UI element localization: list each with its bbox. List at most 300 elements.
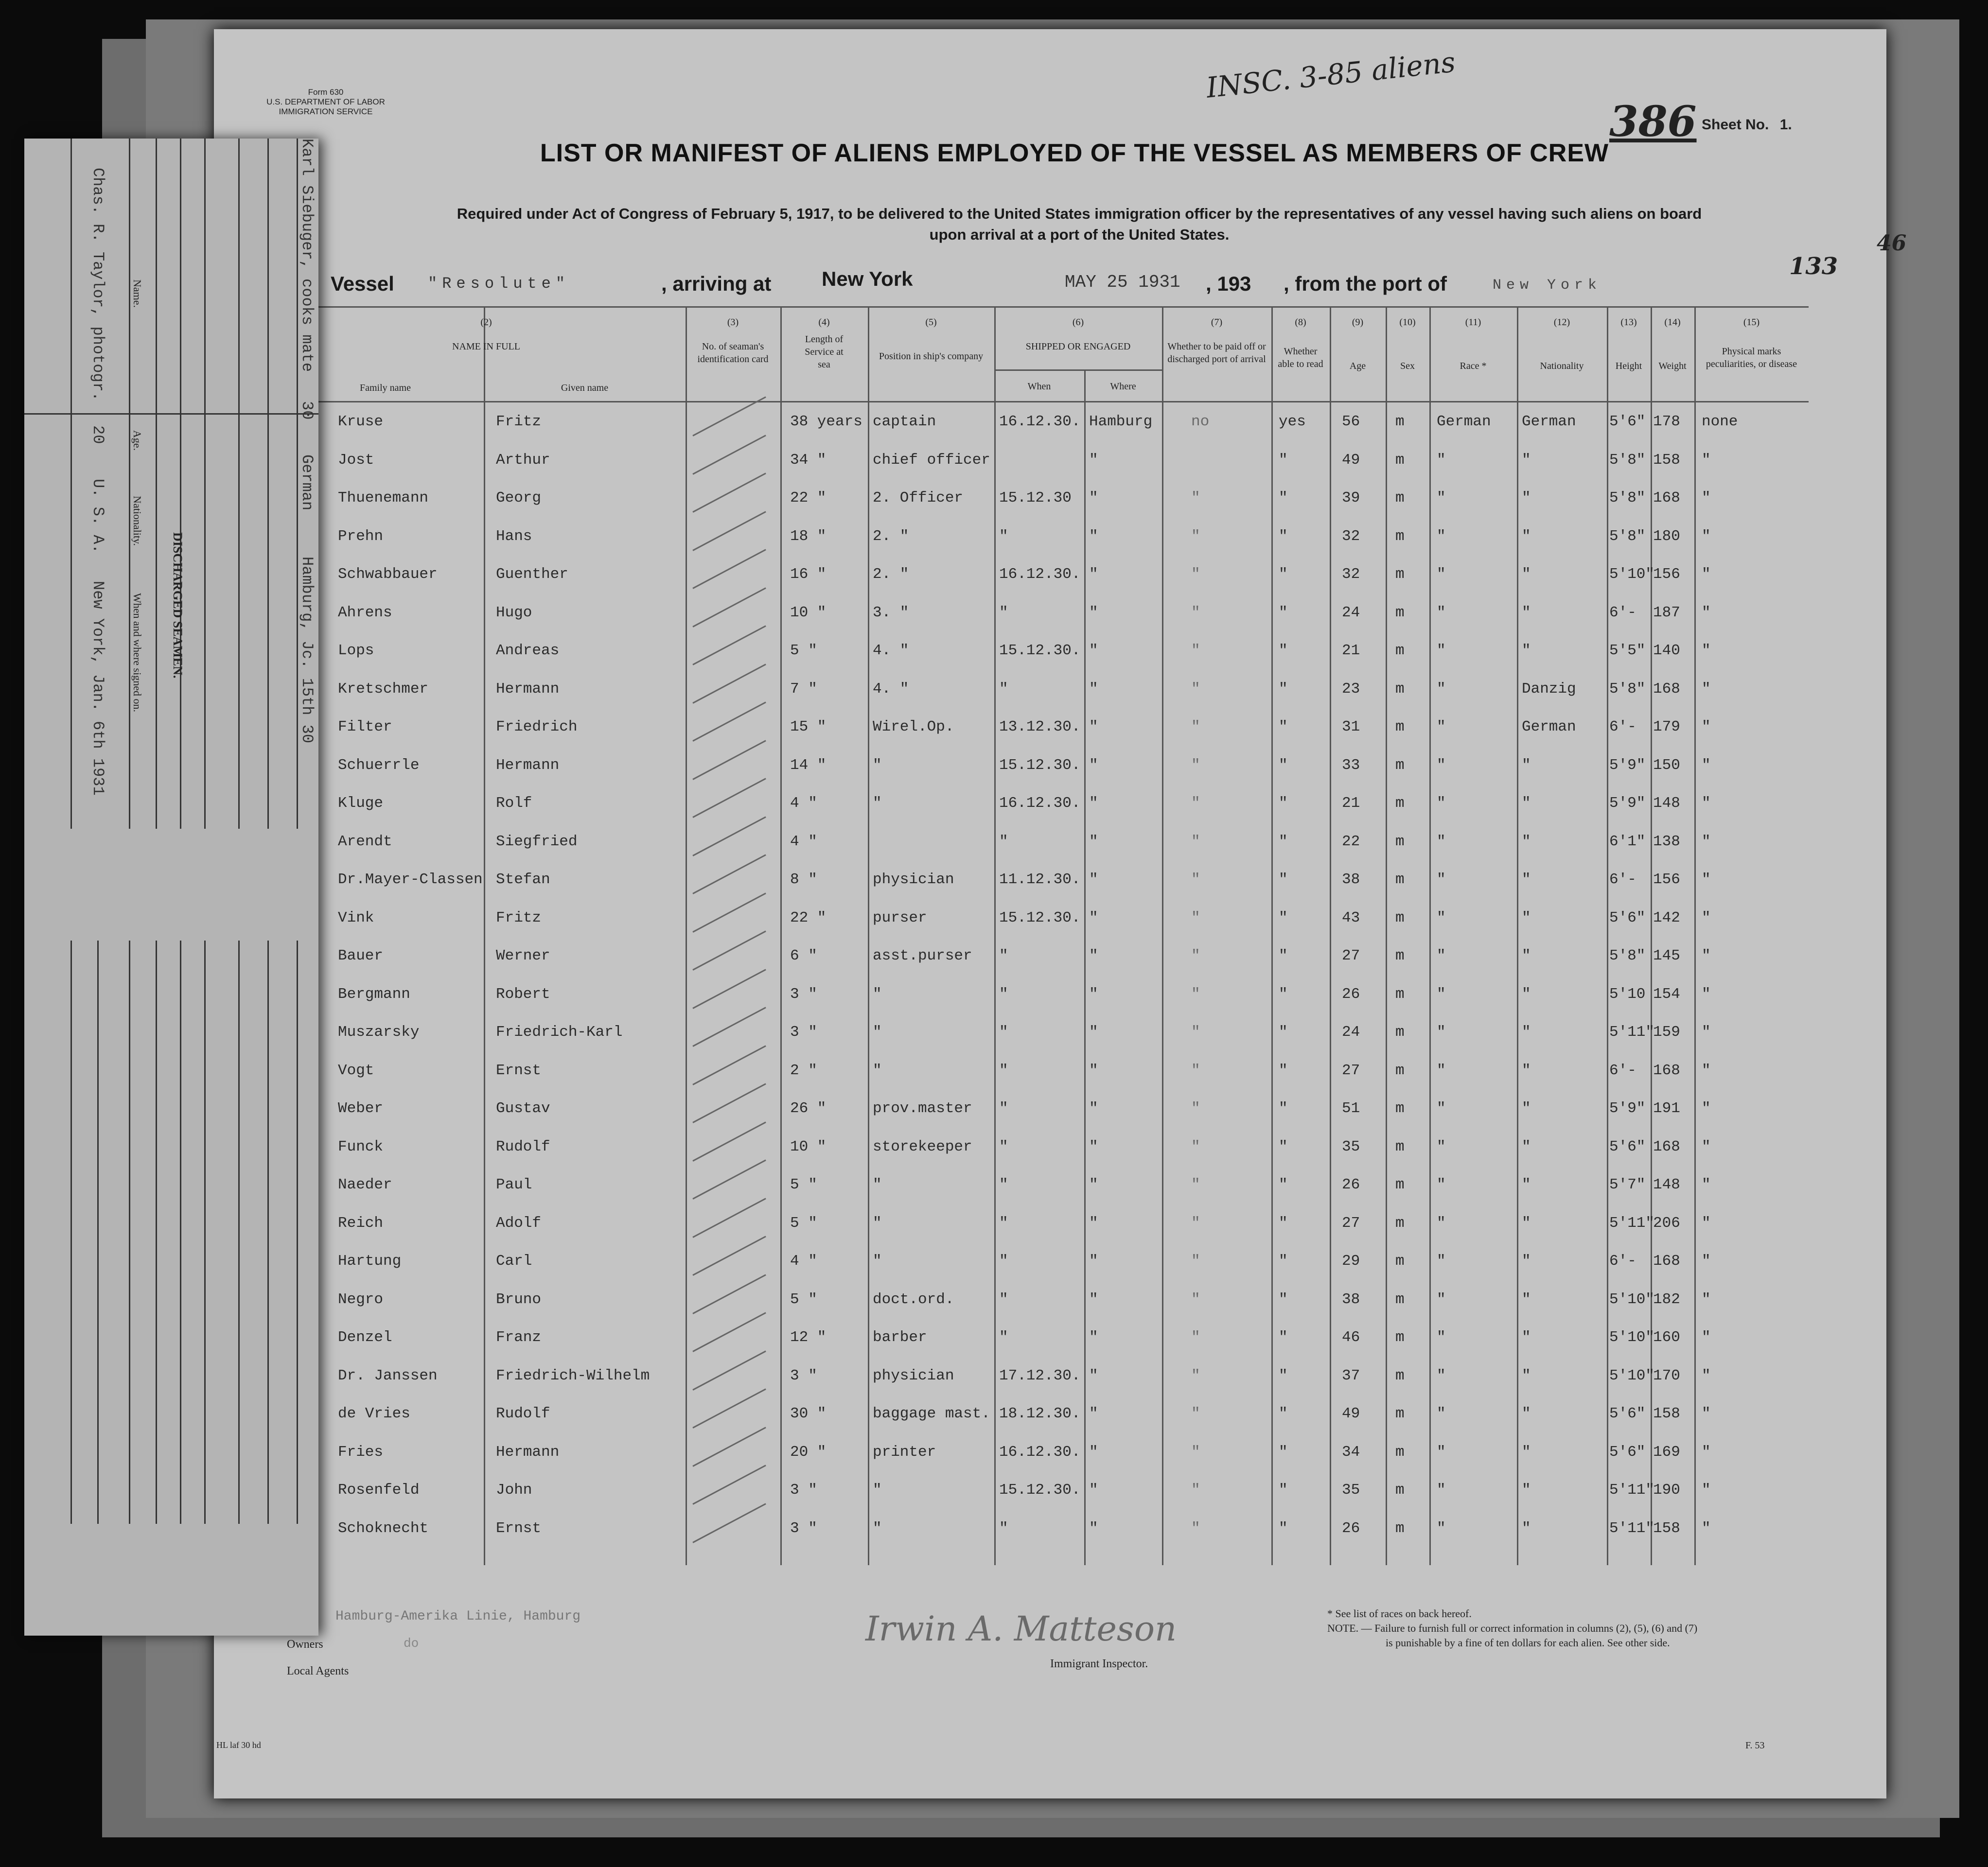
cell-paid: " bbox=[1191, 566, 1200, 583]
cell-where: " bbox=[1089, 795, 1098, 812]
stub-rule bbox=[156, 941, 157, 1524]
cell-race: " bbox=[1437, 1482, 1446, 1499]
cell-given: Arthur bbox=[496, 451, 550, 469]
cell-sex: m bbox=[1395, 604, 1405, 621]
cell-race: " bbox=[1437, 1100, 1446, 1117]
cell-read: " bbox=[1279, 642, 1288, 659]
cell-weight: 140 bbox=[1653, 642, 1680, 659]
stub-rule bbox=[267, 139, 269, 829]
arriving-port: New York bbox=[822, 267, 913, 290]
cell-marks: " bbox=[1702, 566, 1711, 583]
cell-family: Arendt bbox=[338, 833, 392, 850]
card-check-mark bbox=[692, 1198, 766, 1238]
cell-given: Hugo bbox=[496, 604, 532, 621]
cell-weight: 156 bbox=[1653, 566, 1680, 583]
stub-nationality-label: Nationality. bbox=[131, 496, 143, 546]
cell-height: 5'8" bbox=[1609, 947, 1646, 964]
cell-family: Jost bbox=[338, 451, 374, 469]
col-header-read: Whether able to read bbox=[1278, 346, 1323, 369]
cell-race: German bbox=[1437, 413, 1491, 430]
cell-read: " bbox=[1279, 871, 1288, 888]
cell-marks: " bbox=[1702, 1024, 1711, 1041]
cell-marks: " bbox=[1702, 527, 1711, 545]
cell-service: 5 " bbox=[790, 1176, 817, 1193]
col-header-no: (14) bbox=[1664, 317, 1681, 328]
cell-sex: m bbox=[1395, 1214, 1405, 1232]
cell-marks: " bbox=[1702, 1138, 1711, 1155]
cell-where: " bbox=[1089, 718, 1098, 735]
cell-position: " bbox=[873, 1062, 882, 1079]
cell-when: 13.12.30. bbox=[999, 718, 1081, 735]
cell-nationality: " bbox=[1522, 1214, 1531, 1232]
cell-paid: " bbox=[1191, 1482, 1200, 1499]
cell-marks: " bbox=[1702, 1405, 1711, 1422]
cell-family: Dr. Janssen bbox=[338, 1367, 438, 1384]
cell-height: 5'10" bbox=[1609, 566, 1655, 583]
stub-where-label: When and where signed on. bbox=[131, 593, 143, 712]
cell-nationality: " bbox=[1522, 795, 1531, 812]
cell-weight: 168 bbox=[1653, 1138, 1680, 1155]
cell-weight: 169 bbox=[1653, 1443, 1680, 1461]
cell-given: Ernst bbox=[496, 1062, 542, 1079]
cell-marks: " bbox=[1702, 1329, 1711, 1346]
cell-service: 5 " bbox=[790, 1214, 817, 1232]
cell-read: " bbox=[1279, 947, 1288, 964]
cell-given: Werner bbox=[496, 947, 550, 964]
cell-when: " bbox=[999, 1062, 1008, 1079]
cell-nationality: " bbox=[1522, 1405, 1531, 1422]
stub-rule bbox=[297, 941, 298, 1524]
cell-marks: " bbox=[1702, 795, 1711, 812]
cell-sex: m bbox=[1395, 833, 1405, 850]
cell-marks: " bbox=[1702, 909, 1711, 926]
cell-given: Andreas bbox=[496, 642, 560, 659]
cell-paid: no bbox=[1191, 413, 1210, 430]
cell-age: 38 bbox=[1342, 1291, 1360, 1308]
cell-marks: " bbox=[1702, 489, 1711, 506]
col-rule bbox=[686, 306, 687, 1565]
cell-where: " bbox=[1089, 985, 1098, 1003]
cell-sex: m bbox=[1395, 1405, 1405, 1422]
cell-age: 23 bbox=[1342, 680, 1360, 698]
cell-race: " bbox=[1437, 1138, 1446, 1155]
fine-note: NOTE. — Failure to furnish full or correct information in columns (2), (5), (6) and (7) bbox=[1327, 1622, 1698, 1634]
cell-where: " bbox=[1089, 1519, 1098, 1537]
cell-paid: " bbox=[1191, 756, 1200, 774]
cell-height: 5'8" bbox=[1609, 527, 1646, 545]
cell-where: " bbox=[1089, 642, 1098, 659]
cell-height: 6'- bbox=[1609, 1062, 1636, 1079]
cell-marks: " bbox=[1702, 680, 1711, 698]
cell-service: 2 " bbox=[790, 1062, 817, 1079]
cell-sex: m bbox=[1395, 1443, 1405, 1461]
cell-height: 6'- bbox=[1609, 871, 1636, 888]
cell-read: " bbox=[1279, 1443, 1288, 1461]
cell-when: 16.12.30. bbox=[999, 566, 1081, 583]
cell-sex: m bbox=[1395, 413, 1405, 430]
cell-given: Georg bbox=[496, 489, 542, 506]
cell-height: 5'9" bbox=[1609, 1100, 1646, 1117]
cell-family: Thuenemann bbox=[338, 489, 429, 506]
cell-read: " bbox=[1279, 1138, 1288, 1155]
col-header-card: No. of seaman's identification card bbox=[697, 341, 769, 365]
cell-position: " bbox=[873, 1482, 882, 1499]
cell-sex: m bbox=[1395, 1024, 1405, 1041]
col-header-race: Race * bbox=[1460, 361, 1487, 371]
cell-position: barber bbox=[873, 1329, 927, 1346]
side-number: 133 bbox=[1789, 253, 1838, 280]
cell-race: " bbox=[1437, 1443, 1446, 1461]
stub-rule bbox=[238, 941, 240, 1524]
col-header-nationality: Nationality bbox=[1540, 361, 1584, 371]
cell-service: 5 " bbox=[790, 642, 817, 659]
cell-weight: 145 bbox=[1653, 947, 1680, 964]
cell-sex: m bbox=[1395, 795, 1405, 812]
cell-sex: m bbox=[1395, 985, 1405, 1003]
col-header-age: Age bbox=[1349, 361, 1366, 371]
cell-nationality: " bbox=[1522, 1443, 1531, 1461]
cell-where: " bbox=[1089, 1253, 1098, 1270]
cell-paid: " bbox=[1191, 1024, 1200, 1041]
stub-entry-where: Hamburg, Jc. 15th 30 bbox=[298, 557, 316, 744]
stub-rule bbox=[238, 139, 240, 829]
cell-where: " bbox=[1089, 451, 1098, 469]
cell-weight: 168 bbox=[1653, 1062, 1680, 1079]
cell-race: " bbox=[1437, 1024, 1446, 1041]
cell-family: Vink bbox=[338, 909, 374, 926]
form-number: Form 630 bbox=[308, 87, 344, 97]
cell-given: Carl bbox=[496, 1253, 532, 1270]
cell-family: Kluge bbox=[338, 795, 384, 812]
cell-nationality: German bbox=[1522, 413, 1576, 430]
race-note: * See list of races on back hereof. bbox=[1327, 1607, 1472, 1620]
fine-note-cont: is punishable by a fine of ten dollars for each alien. See other side. bbox=[1386, 1637, 1670, 1649]
cell-nationality: " bbox=[1522, 1253, 1531, 1270]
cell-age: 35 bbox=[1342, 1138, 1360, 1155]
cell-service: 30 " bbox=[790, 1405, 827, 1422]
cell-marks: " bbox=[1702, 756, 1711, 774]
cell-paid: " bbox=[1191, 1138, 1200, 1155]
cell-weight: 142 bbox=[1653, 909, 1680, 926]
stub-rule bbox=[70, 941, 72, 1524]
cell-age: 33 bbox=[1342, 756, 1360, 774]
col-rule bbox=[1084, 369, 1086, 1565]
card-check-mark bbox=[692, 1350, 766, 1390]
cell-read: yes bbox=[1279, 413, 1306, 430]
cell-race: " bbox=[1437, 642, 1446, 659]
cell-height: 5'11" bbox=[1609, 1519, 1655, 1537]
cell-weight: 158 bbox=[1653, 1405, 1680, 1422]
cell-family: Denzel bbox=[338, 1329, 392, 1346]
cell-given: Siegfried bbox=[496, 833, 578, 850]
table-top-rule bbox=[287, 306, 1809, 308]
cell-sex: m bbox=[1395, 947, 1405, 964]
cell-when: 15.12.30 bbox=[999, 489, 1072, 506]
cell-paid: " bbox=[1191, 680, 1200, 698]
card-check-mark bbox=[692, 472, 766, 512]
cell-height: 5'5" bbox=[1609, 642, 1646, 659]
cell-when: " bbox=[999, 1329, 1008, 1346]
subtitle-line-1: Required under Act of Congress of February 5, 1917, to be delivered to the United States immigration officer by the representatives of any vessel having such aliens on board bbox=[457, 205, 1702, 222]
owners-label: Owners bbox=[287, 1638, 323, 1651]
cell-age: 26 bbox=[1342, 1519, 1360, 1537]
cell-height: 5'7" bbox=[1609, 1176, 1646, 1193]
cell-nationality: " bbox=[1522, 1291, 1531, 1308]
cell-when: " bbox=[999, 1100, 1008, 1117]
card-check-mark bbox=[692, 663, 766, 703]
cell-height: 5'11" bbox=[1609, 1214, 1655, 1232]
col-header-marks: Physical marks peculiarities, or disease bbox=[1706, 346, 1797, 369]
stub-age-label: Age. bbox=[131, 430, 143, 451]
year-label: , 193 bbox=[1206, 272, 1251, 295]
cell-age: 51 bbox=[1342, 1100, 1360, 1117]
col-header-weight: Weight bbox=[1658, 361, 1687, 371]
col-header-no: (12) bbox=[1553, 317, 1570, 328]
cell-family: Funck bbox=[338, 1138, 384, 1155]
cell-position: captain bbox=[873, 413, 936, 430]
cell-family: Vogt bbox=[338, 1062, 374, 1079]
cell-height: 5'6" bbox=[1609, 1405, 1646, 1422]
cell-given: Friedrich bbox=[496, 718, 578, 735]
cell-family: Dr.Mayer-Classen bbox=[338, 871, 483, 888]
cell-height: 6'- bbox=[1609, 604, 1636, 621]
cell-race: " bbox=[1437, 489, 1446, 506]
cell-where: " bbox=[1089, 1443, 1098, 1461]
cell-height: 6'- bbox=[1609, 718, 1636, 735]
cell-position: physician bbox=[873, 871, 954, 888]
stub-rule bbox=[180, 941, 181, 1524]
cell-family: Schwabbauer bbox=[338, 566, 438, 583]
cell-age: 24 bbox=[1342, 1024, 1360, 1041]
cell-paid: " bbox=[1191, 1443, 1200, 1461]
cell-age: 29 bbox=[1342, 1253, 1360, 1270]
cell-family: Naeder bbox=[338, 1176, 392, 1193]
card-check-mark bbox=[692, 549, 766, 589]
cell-height: 5'10" bbox=[1609, 1367, 1655, 1384]
cell-where: " bbox=[1089, 1100, 1098, 1117]
cell-read: " bbox=[1279, 566, 1288, 583]
col-rule bbox=[780, 306, 782, 1565]
cell-service: 3 " bbox=[790, 1367, 817, 1384]
card-check-mark bbox=[692, 1045, 766, 1085]
cell-height: 5'6" bbox=[1609, 1443, 1646, 1461]
cell-race: " bbox=[1437, 1253, 1446, 1270]
cell-read: " bbox=[1279, 1062, 1288, 1079]
col-rule bbox=[1162, 306, 1163, 1565]
col-header-shipped: SHIPPED OR ENGAGED bbox=[1025, 341, 1131, 352]
col-header-service: Length of Service at sea bbox=[805, 334, 844, 370]
cell-where: " bbox=[1089, 833, 1098, 850]
sheet-label: Sheet No. bbox=[1702, 117, 1769, 133]
cell-weight: 158 bbox=[1653, 1519, 1680, 1537]
cell-given: Hermann bbox=[496, 1443, 560, 1461]
cell-marks: " bbox=[1702, 1100, 1711, 1117]
cell-marks: " bbox=[1702, 1482, 1711, 1499]
cell-position: Wirel.Op. bbox=[873, 718, 954, 735]
col-rule bbox=[1607, 306, 1608, 1565]
cell-read: " bbox=[1279, 1367, 1288, 1384]
cell-weight: 150 bbox=[1653, 756, 1680, 774]
cell-weight: 180 bbox=[1653, 527, 1680, 545]
inspector-signature: Irwin A. Matteson bbox=[865, 1609, 1177, 1649]
cell-marks: " bbox=[1702, 1253, 1711, 1270]
cell-age: 21 bbox=[1342, 795, 1360, 812]
cell-position: baggage mast. bbox=[873, 1405, 990, 1422]
page-title: LIST OR MANIFEST OF ALIENS EMPLOYED OF THE VESSEL AS MEMBERS OF CREW bbox=[540, 139, 1609, 167]
cell-height: 5'6" bbox=[1609, 413, 1646, 430]
cell-race: " bbox=[1437, 985, 1446, 1003]
cell-where: " bbox=[1089, 871, 1098, 888]
cell-weight: 168 bbox=[1653, 1253, 1680, 1270]
cell-height: 5'10" bbox=[1609, 1291, 1655, 1308]
cell-where: " bbox=[1089, 604, 1098, 621]
cell-age: 34 bbox=[1342, 1443, 1360, 1461]
cell-weight: 178 bbox=[1653, 413, 1680, 430]
cell-family: de Vries bbox=[338, 1405, 410, 1422]
cell-service: 3 " bbox=[790, 1024, 817, 1041]
cell-sex: m bbox=[1395, 1100, 1405, 1117]
stub-rule bbox=[156, 139, 157, 829]
col-header-name: NAME IN FULL bbox=[452, 341, 520, 352]
cell-race: " bbox=[1437, 1329, 1446, 1346]
cell-nationality: " bbox=[1522, 985, 1531, 1003]
cell-given: Gustav bbox=[496, 1100, 550, 1117]
cell-nationality: " bbox=[1522, 642, 1531, 659]
owners-value: do bbox=[404, 1636, 419, 1651]
cell-sex: m bbox=[1395, 642, 1405, 659]
cell-marks: " bbox=[1702, 1291, 1711, 1308]
cell-service: 5 " bbox=[790, 1291, 817, 1308]
line-value: Hamburg-Amerika Linie, Hamburg bbox=[335, 1609, 581, 1624]
stub-entry-nationality: German bbox=[298, 454, 316, 511]
cell-read: " bbox=[1279, 1024, 1288, 1041]
cell-marks: " bbox=[1702, 1062, 1711, 1079]
cell-age: 24 bbox=[1342, 604, 1360, 621]
stub-heading: DISCHARGED SEAMEN. bbox=[171, 532, 185, 679]
cell-nationality: " bbox=[1522, 1329, 1531, 1346]
cell-service: 20 " bbox=[790, 1443, 827, 1461]
cell-paid: " bbox=[1191, 1253, 1200, 1270]
cell-when: 15.12.30. bbox=[999, 756, 1081, 774]
cell-service: 15 " bbox=[790, 718, 827, 735]
cell-when: " bbox=[999, 527, 1008, 545]
cell-weight: 179 bbox=[1653, 718, 1680, 735]
cell-when: " bbox=[999, 1291, 1008, 1308]
cell-sex: m bbox=[1395, 680, 1405, 698]
cell-given: Fritz bbox=[496, 909, 542, 926]
cell-paid: " bbox=[1191, 604, 1200, 621]
col-rule bbox=[868, 306, 869, 1565]
stub-hrule bbox=[24, 413, 318, 415]
from-port: New York bbox=[1493, 277, 1602, 294]
cell-paid: " bbox=[1191, 527, 1200, 545]
cell-marks: " bbox=[1702, 871, 1711, 888]
cell-where: " bbox=[1089, 566, 1098, 583]
cell-family: Muszarsky bbox=[338, 1024, 420, 1041]
cell-service: 6 " bbox=[790, 947, 817, 964]
cell-marks: " bbox=[1702, 1367, 1711, 1384]
cell-paid: " bbox=[1191, 1367, 1200, 1384]
cell-sex: m bbox=[1395, 451, 1405, 469]
cell-where: " bbox=[1089, 1367, 1098, 1384]
cell-where: " bbox=[1089, 1329, 1098, 1346]
card-check-mark bbox=[692, 778, 766, 818]
cell-read: " bbox=[1279, 451, 1288, 469]
cell-nationality: " bbox=[1522, 566, 1531, 583]
cell-position: printer bbox=[873, 1443, 936, 1461]
col-header-no: (8) bbox=[1295, 317, 1306, 328]
cell-service: 12 " bbox=[790, 1329, 827, 1346]
card-check-mark bbox=[692, 1427, 766, 1466]
cell-family: Filter bbox=[338, 718, 392, 735]
card-check-mark bbox=[692, 892, 766, 932]
cell-height: 5'6" bbox=[1609, 909, 1646, 926]
cell-given: Rolf bbox=[496, 795, 532, 812]
card-check-mark bbox=[692, 740, 766, 780]
col-rule bbox=[1517, 306, 1518, 1565]
col-header-paid: Whether to be paid off or discharged port of arrival bbox=[1167, 341, 1266, 365]
cell-read: " bbox=[1279, 1176, 1288, 1193]
cell-race: " bbox=[1437, 1405, 1446, 1422]
col-rule bbox=[994, 306, 996, 1565]
col-header-where: Where bbox=[1110, 381, 1136, 392]
col-header-height: Height bbox=[1615, 361, 1642, 371]
cell-marks: " bbox=[1702, 718, 1711, 735]
cell-marks: " bbox=[1702, 642, 1711, 659]
side-number: 46 bbox=[1877, 231, 1907, 256]
cell-family: Schoknecht bbox=[338, 1519, 429, 1537]
col-header-no: (4) bbox=[818, 317, 830, 328]
cell-marks: " bbox=[1702, 1214, 1711, 1232]
cell-read: " bbox=[1279, 489, 1288, 506]
header-bottom-rule bbox=[287, 401, 1809, 402]
cell-read: " bbox=[1279, 1482, 1288, 1499]
cell-paid: " bbox=[1191, 833, 1200, 850]
cell-age: 56 bbox=[1342, 413, 1360, 430]
cell-age: 21 bbox=[1342, 642, 1360, 659]
col-rule bbox=[1330, 306, 1331, 1565]
cell-nationality: " bbox=[1522, 527, 1531, 545]
sheet-number-label bbox=[1702, 117, 1792, 133]
form-code: F. 53 bbox=[1745, 1740, 1765, 1751]
agents-label: Local Agents bbox=[287, 1665, 349, 1677]
cell-race: " bbox=[1437, 1519, 1446, 1537]
cell-nationality: Danzig bbox=[1522, 680, 1576, 698]
cell-when: " bbox=[999, 1253, 1008, 1270]
card-check-mark bbox=[692, 1007, 766, 1047]
cell-nationality: " bbox=[1522, 1367, 1531, 1384]
cell-race: " bbox=[1437, 1062, 1446, 1079]
stamp-number: 386 bbox=[1609, 97, 1697, 146]
cell-race: " bbox=[1437, 947, 1446, 964]
cell-position: 4. " bbox=[873, 680, 909, 698]
cell-when: " bbox=[999, 604, 1008, 621]
cell-read: " bbox=[1279, 680, 1288, 698]
cell-service: 3 " bbox=[790, 1519, 817, 1537]
cell-paid: " bbox=[1191, 489, 1200, 506]
cell-sex: m bbox=[1395, 1138, 1405, 1155]
cell-nationality: " bbox=[1522, 909, 1531, 926]
col-header-no: (6) bbox=[1072, 317, 1084, 328]
cell-family: Negro bbox=[338, 1291, 384, 1308]
stub-entry-name: Chas. R. Taylor, photogr. bbox=[89, 168, 107, 401]
cell-paid: " bbox=[1191, 1329, 1200, 1346]
stub-rule bbox=[180, 139, 181, 829]
manifest-page bbox=[214, 29, 1907, 1798]
cell-position: " bbox=[873, 985, 882, 1003]
cell-read: " bbox=[1279, 1253, 1288, 1270]
cell-given: Hans bbox=[496, 527, 532, 545]
